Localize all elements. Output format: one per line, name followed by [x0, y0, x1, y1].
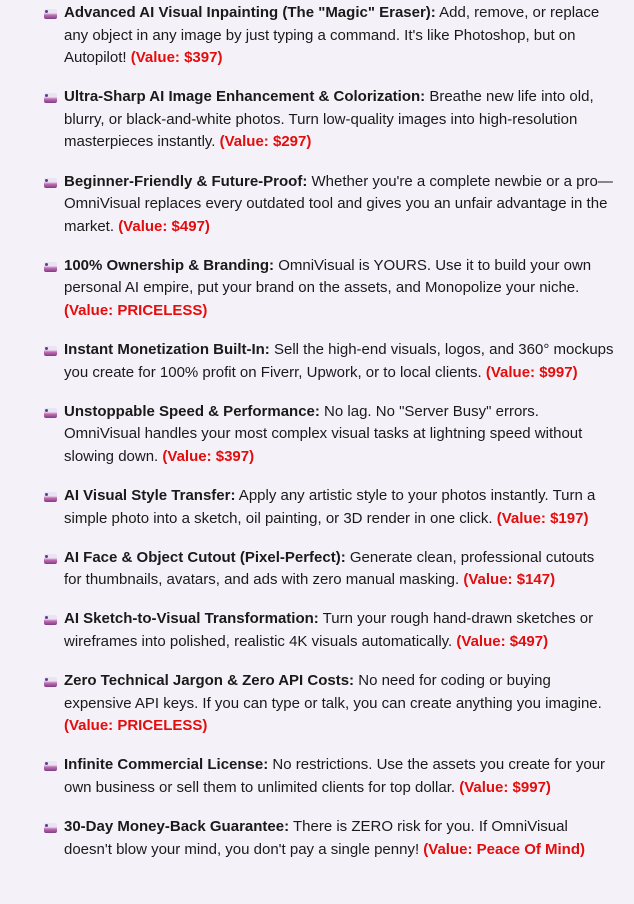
- benefit-item: [0, 171, 634, 239]
- benefit-description: No restrictions. Use the assets you create for your own business or sell them to unlimited clients for top dollar.: [64, 756, 606, 797]
- benefit-description: Add, remove, or replace any object in any image by just typing a command. It's like Photoshop, but on Autopilot!: [64, 4, 600, 67]
- benefit-title: AI Face & Object Cutout (Pixel-Perfect):: [64, 548, 346, 566]
- benefit-description: No need for coding or buying expensive API keys. If you can type or talk, you can create anything you imagine.: [64, 672, 602, 712]
- benefit-description: There is ZERO risk for you. If OmniVisual doesn't blow your mind, you don't pay a single penny!: [64, 818, 568, 858]
- benefit-title: Infinite Commercial License:: [64, 756, 269, 774]
- benefit-title: AI Visual Style Transfer:: [64, 487, 236, 505]
- benefit-value: (Value: $497): [456, 633, 549, 651]
- benefit-value: (Value: Peace Of Mind): [423, 840, 586, 858]
- benefit-item: [0, 754, 634, 799]
- benefit-title: AI Sketch-to-Visual Transformation:: [64, 610, 319, 628]
- benefit-description: Breathe new life into old, blurry, or black-and-white photos. Turn low-quality images into high-resolution masterpieces instantly.: [64, 88, 594, 151]
- benefit-description: Turn your rough hand-drawn sketches or wireframes into polished, realistic 4K visuals automatically.: [64, 610, 594, 651]
- benefit-value: (Value: $197): [496, 509, 589, 527]
- picture-icon: [44, 346, 57, 356]
- benefit-value: (Value: $397): [162, 448, 255, 465]
- benefit-item: [0, 547, 634, 592]
- benefit-description: Sell the high-end visuals, logos, and 360° mockups you create for 100% profit on Fiverr, Upwork, or to local clients.: [64, 341, 614, 381]
- benefit-item: [0, 608, 634, 653]
- benefit-title: 100% Ownership & Branding:: [64, 256, 275, 274]
- benefit-item: [0, 339, 634, 384]
- picture-icon: [44, 492, 57, 502]
- benefit-item: [0, 485, 634, 530]
- benefit-title: Ultra-Sharp AI Image Enhancement & Colorization:: [64, 88, 426, 106]
- benefit-value: (Value: $147): [463, 571, 556, 589]
- picture-icon: [44, 262, 57, 272]
- benefit-description: No lag. No "Server Busy" errors. OmniVisual handles your most complex visual tasks at lightning speed without slowing down.: [64, 402, 583, 465]
- benefit-item: [0, 816, 634, 861]
- benefit-title: Advanced AI Visual Inpainting (The "Magic" Eraser):: [64, 4, 436, 21]
- benefit-description: OmniVisual is YOURS. Use it to build your own personal AI empire, put your brand on the assets, and Monopolize your niche.: [64, 256, 592, 297]
- benefit-title: 30-Day Money-Back Guarantee:: [64, 818, 290, 836]
- picture-icon: [44, 823, 57, 833]
- picture-icon: [44, 677, 57, 687]
- benefit-item: [0, 86, 634, 154]
- picture-icon: [44, 178, 57, 188]
- benefit-value: (Value: PRICELESS): [64, 717, 208, 735]
- benefit-value: (Value: $497): [118, 217, 210, 235]
- picture-icon: [44, 554, 57, 564]
- picture-icon: [44, 408, 57, 418]
- benefit-title: Beginner-Friendly & Future-Proof:: [64, 172, 308, 190]
- benefit-title: Zero Technical Jargon & Zero API Costs:: [64, 672, 355, 690]
- benefit-value: (Value: $397): [130, 49, 223, 67]
- benefit-value: (Value: $997): [459, 779, 551, 797]
- picture-icon: [44, 9, 57, 19]
- benefit-item: [0, 2, 634, 70]
- picture-icon: [44, 615, 57, 625]
- benefit-item: [0, 401, 634, 469]
- picture-icon: [44, 761, 57, 771]
- picture-icon: [44, 93, 57, 103]
- benefit-description: Apply any artistic style to your photos instantly. Turn a simple photo into a sketch, oil painting, or 3D render in one click.: [64, 487, 596, 527]
- benefit-item: [0, 670, 634, 738]
- benefit-title: Instant Monetization Built-In:: [64, 341, 270, 359]
- benefit-value: (Value: $997): [485, 363, 578, 381]
- benefit-description: Generate clean, professional cutouts for thumbnails, avatars, and ads with zero manual masking.: [64, 548, 595, 589]
- benefit-description: Whether you're a complete newbie or a pro—OmniVisual replaces every outdated tool and gives you an unfair advantage in the market.: [64, 172, 613, 235]
- benefit-title: Unstoppable Speed & Performance:: [64, 402, 320, 420]
- benefit-item: [0, 255, 634, 323]
- benefit-value: (Value: $297): [219, 133, 312, 151]
- benefit-value: (Value: PRICELESS): [64, 302, 208, 320]
